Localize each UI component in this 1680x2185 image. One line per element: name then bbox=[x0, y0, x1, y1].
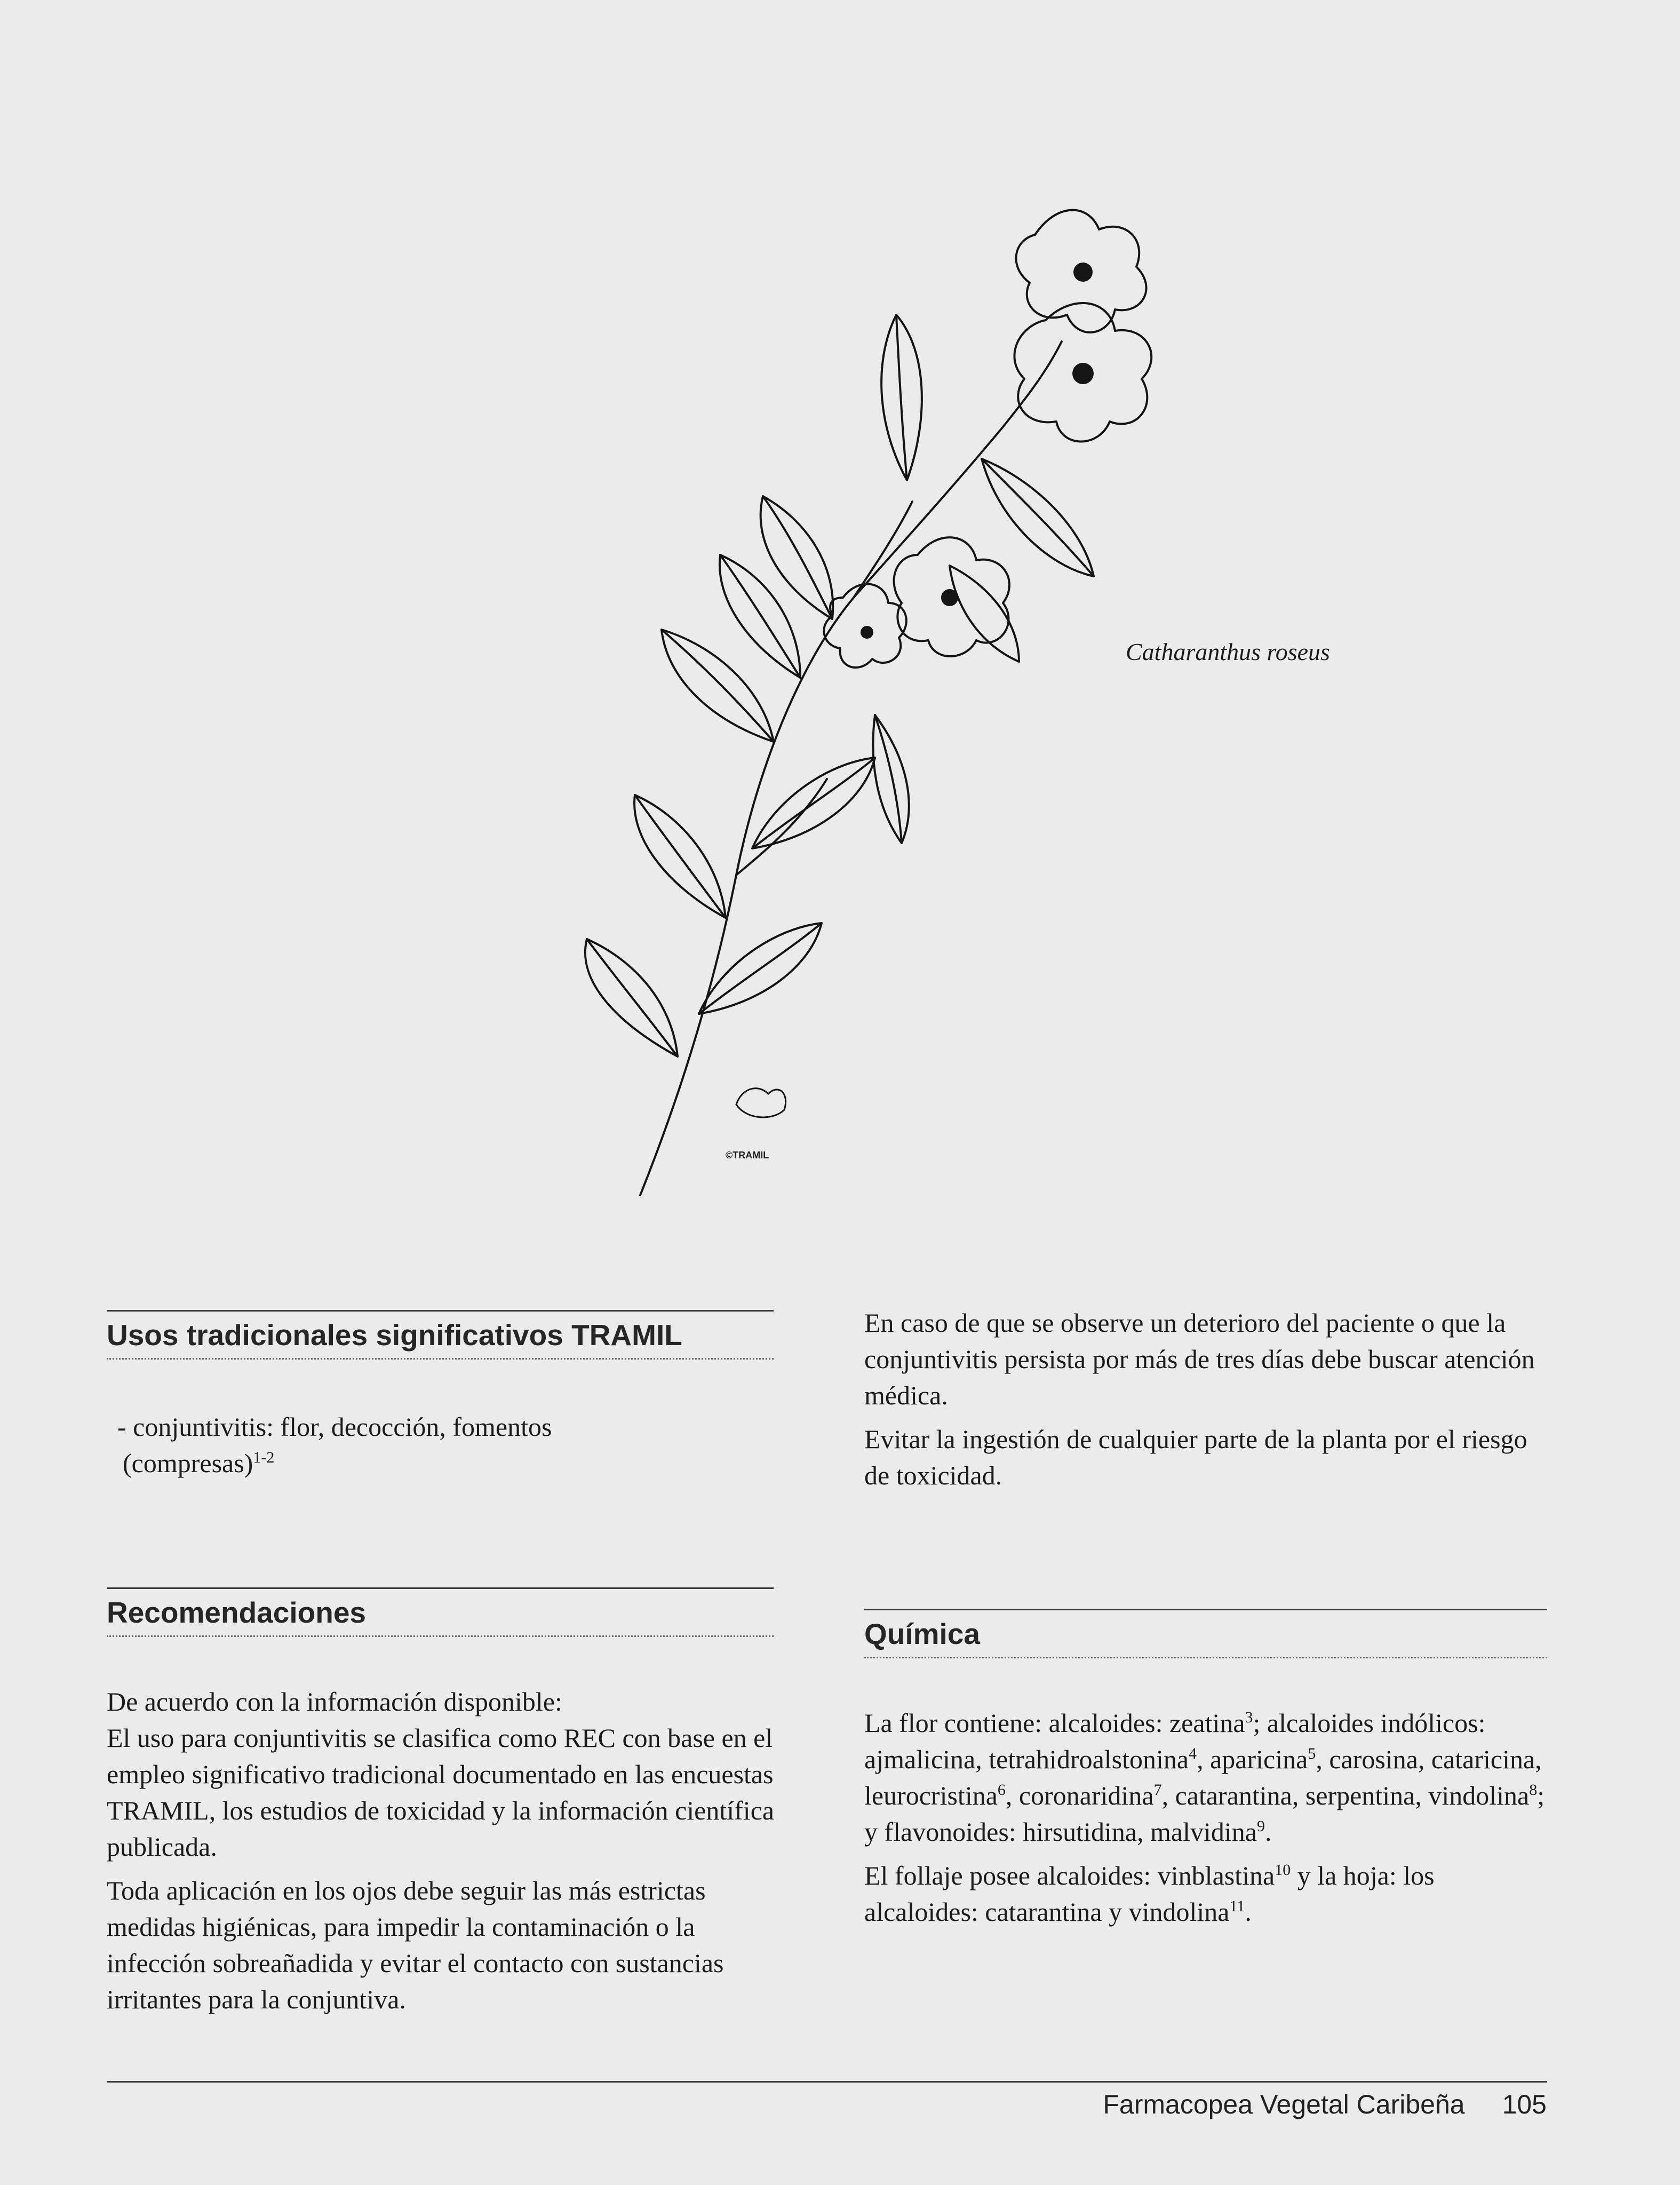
illustration-caption: Catharanthus roseus bbox=[1126, 638, 1330, 665]
leaf-center-left2 bbox=[720, 555, 800, 678]
usos-item-refs: 1-2 bbox=[253, 1449, 275, 1466]
quimica-p2-text: y la hoja: los alcaloides: catarantina y vindolina bbox=[864, 1861, 1435, 1927]
quimica-body bbox=[864, 1705, 1547, 1937]
leaf-mid-right bbox=[752, 758, 875, 848]
usos-bottom-rule bbox=[107, 1358, 774, 1361]
quimica-p1-text: , aparicina bbox=[1197, 1744, 1308, 1774]
flower-small bbox=[824, 584, 906, 668]
warning-paragraph-1: En caso de que se observe un deterioro del paciente o que la conjuntivitis persista por más de tres días debe buscar atención médica. bbox=[864, 1308, 1535, 1410]
usos-item bbox=[117, 1409, 758, 1481]
quimica-p1-text: ; alcaloides indólicos: ajmalicina, tetrahidroalstonina bbox=[864, 1708, 1486, 1774]
rec-paragraph-1 bbox=[107, 1683, 779, 1865]
quimica-p1-text: La flor contiene: alcaloides: zeatina bbox=[864, 1708, 1245, 1738]
quimica-p2-ref: 10 bbox=[1275, 1861, 1291, 1879]
quimica-p1-ref: 6 bbox=[997, 1781, 1006, 1799]
rec-p1-rest: El uso para conjuntivitis se clasifica como REC con base en el empleo significativo tradicional documentado en las encuestas TRAMIL, los estudios de toxicidad y la información científica publicada. bbox=[107, 1723, 775, 1862]
quimica-top-rule bbox=[864, 1609, 1547, 1610]
leaf-center-left bbox=[662, 630, 774, 742]
rec-bottom-rule bbox=[107, 1635, 774, 1639]
quimica-p1-ref: 7 bbox=[1153, 1781, 1162, 1799]
quimica-p1-text: , carosina, cataricina, leurocristina bbox=[864, 1744, 1542, 1810]
usos-item-text2: (compresas) bbox=[123, 1448, 253, 1478]
quimica-p1-text: . bbox=[1265, 1817, 1272, 1847]
quimica-p1-text: , coronaridina bbox=[1005, 1781, 1154, 1810]
footer-rule bbox=[107, 2081, 1547, 2083]
usos-item-line2 bbox=[117, 1445, 758, 1481]
warning-paragraph-2: Evitar la ingestión de cualquier parte de la planta por el riesgo de toxicidad. bbox=[864, 1424, 1527, 1490]
rec-heading: Recomendaciones bbox=[107, 1596, 367, 1629]
quimica-p1-text: ; y flavonoides: hirsutidina, malvidina bbox=[864, 1781, 1545, 1847]
quimica-p2-text: El follaje posee alcaloides: vinblastina bbox=[864, 1861, 1275, 1890]
leaf-right-lower bbox=[873, 715, 909, 843]
leaf-mid-left bbox=[634, 795, 726, 918]
catharanthus-drawing bbox=[576, 181, 1163, 1222]
tramil-logo-mark bbox=[736, 1088, 786, 1117]
quimica-heading: Química bbox=[864, 1617, 981, 1650]
quimica-p1-ref: 4 bbox=[1189, 1745, 1197, 1762]
tramil-signature: ©TRAMIL bbox=[726, 1150, 769, 1161]
footer-book-title: Farmacopea Vegetal Caribeña bbox=[1103, 2089, 1465, 2119]
quimica-p1-ref: 8 bbox=[1529, 1781, 1538, 1799]
plant-illustration bbox=[576, 181, 1163, 1222]
rec-top-rule bbox=[107, 1587, 774, 1589]
usos-heading: Usos tradicionales significativos TRAMIL bbox=[107, 1318, 682, 1352]
quimica-p1-ref: 9 bbox=[1257, 1817, 1265, 1835]
leaf-top-left bbox=[881, 315, 922, 480]
quimica-p1-ref: 5 bbox=[1308, 1745, 1316, 1762]
rec-body bbox=[107, 1683, 779, 2025]
rec-paragraph-2: Toda aplicación en los ojos debe seguir las más estrictas medidas higiénicas, para impedir la contaminación o la infección sobreañadida y evitar el contacto con sustancias irritantes para la conjuntiva. bbox=[107, 1876, 724, 2014]
leaf-lower bbox=[585, 939, 678, 1056]
quimica-paragraph-1 bbox=[864, 1705, 1547, 1850]
leaf-right-mid bbox=[982, 459, 1094, 576]
quimica-p2-ref: 11 bbox=[1229, 1897, 1245, 1915]
usos-top-rule bbox=[107, 1310, 774, 1312]
footer bbox=[1103, 2089, 1547, 2120]
leaf-upper-left bbox=[761, 496, 833, 619]
page-number: 105 bbox=[1502, 2089, 1547, 2119]
quimica-bottom-rule bbox=[864, 1657, 1547, 1660]
rec-p1-line1: De acuerdo con la información disponible: bbox=[107, 1687, 562, 1717]
quimica-p1-text: , catarantina, serpentina, vindolina bbox=[1161, 1781, 1530, 1810]
leaf-lower-right bbox=[699, 923, 822, 1014]
quimica-p2-text: . bbox=[1245, 1897, 1252, 1927]
warning-block bbox=[864, 1305, 1547, 1501]
quimica-paragraph-2 bbox=[864, 1857, 1547, 1930]
usos-item-line1: - conjuntivitis: flor, decocción, fomentos bbox=[117, 1412, 552, 1442]
quimica-p1-ref: 3 bbox=[1245, 1709, 1253, 1726]
